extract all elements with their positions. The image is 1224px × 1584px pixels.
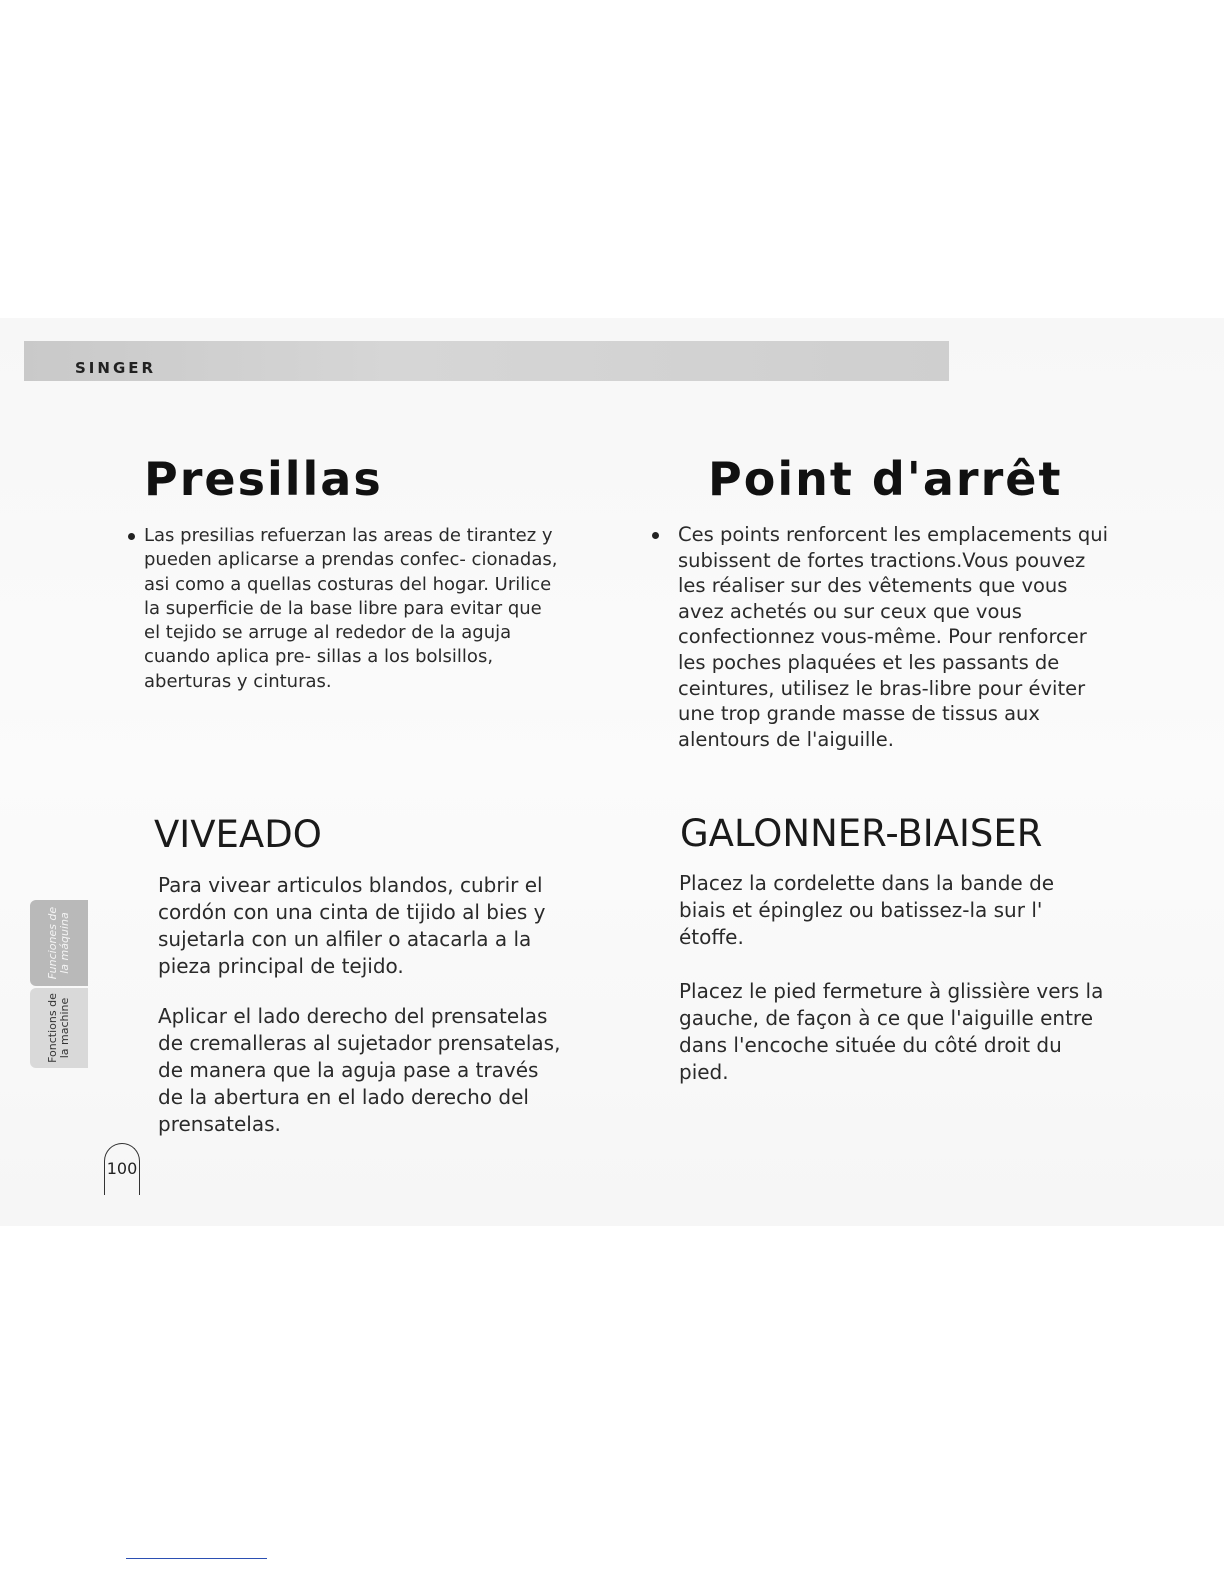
point-arret-bullet [652, 522, 1110, 752]
presillas-title: Presillas [144, 452, 383, 506]
brand-logo: SINGER [75, 359, 157, 377]
page-number: 100 [104, 1143, 140, 1195]
viveado-paragraph-2: Aplicar el lado derecho del prensatelas de cremalleras al sujetador prensatelas, de manera que la aguja pase a través de la abertura en el lado derecho del prensatelas. [158, 1004, 561, 1136]
bullet-icon [652, 532, 659, 539]
side-tab-spanish-label: Funciones de la máquina [46, 906, 71, 980]
presillas-bullet [128, 524, 558, 694]
side-tab-french [30, 988, 88, 1068]
side-tab-french-label: Fonctions de la machine [46, 993, 71, 1063]
side-tab-spanish [30, 900, 88, 986]
point-arret-title: Point d'arrêt [708, 452, 1063, 506]
footnote-divider [126, 1558, 267, 1559]
bullet-icon [128, 533, 135, 540]
point-arret-text: Ces points renforcent les emplacements qui subissent de fortes tractions.Vous pouvez les réaliser sur des vêtements que vous avez achetés ou sur ceux que vous confectionnez vous-même. Pour renforcer les poches plaquées et les passants de ceintures, utilisez le bras-libre pour éviter une trop grande masse de tissus aux alentours de l'aiguille. [678, 523, 1109, 751]
viveado-title: VIVEADO [154, 813, 322, 856]
header-bar [24, 341, 949, 381]
galonner-title: GALONNER-BIAISER [680, 812, 1043, 855]
galonner-paragraph-2: Placez le pied fermeture à glissière vers la gauche, de façon à ce que l'aiguille entre dans l'encoche située du côté droit du pied. [679, 979, 1104, 1084]
presillas-text: Las presilias refuerzan las areas de tirantez y pueden aplicarse a prendas confec- cionadas, asi como a quellas costuras del hogar. Urilice la superficie de la base libre para evitar que el tejido se arruge al rededor de la aguja cuando aplica pre- sillas a los bolsillos, aberturas y cinturas. [144, 525, 558, 692]
galonner-paragraph-1: Placez la cordelette dans la bande de biais et épinglez ou batissez-la sur l' étoffe. [679, 871, 1055, 949]
viveado-paragraph-1: Para vivear articulos blandos, cubrir el cordón con una cinta de tijido al bies y sujetarla con un alfiler o atacarla a la pieza principal de tejido. [158, 873, 546, 978]
